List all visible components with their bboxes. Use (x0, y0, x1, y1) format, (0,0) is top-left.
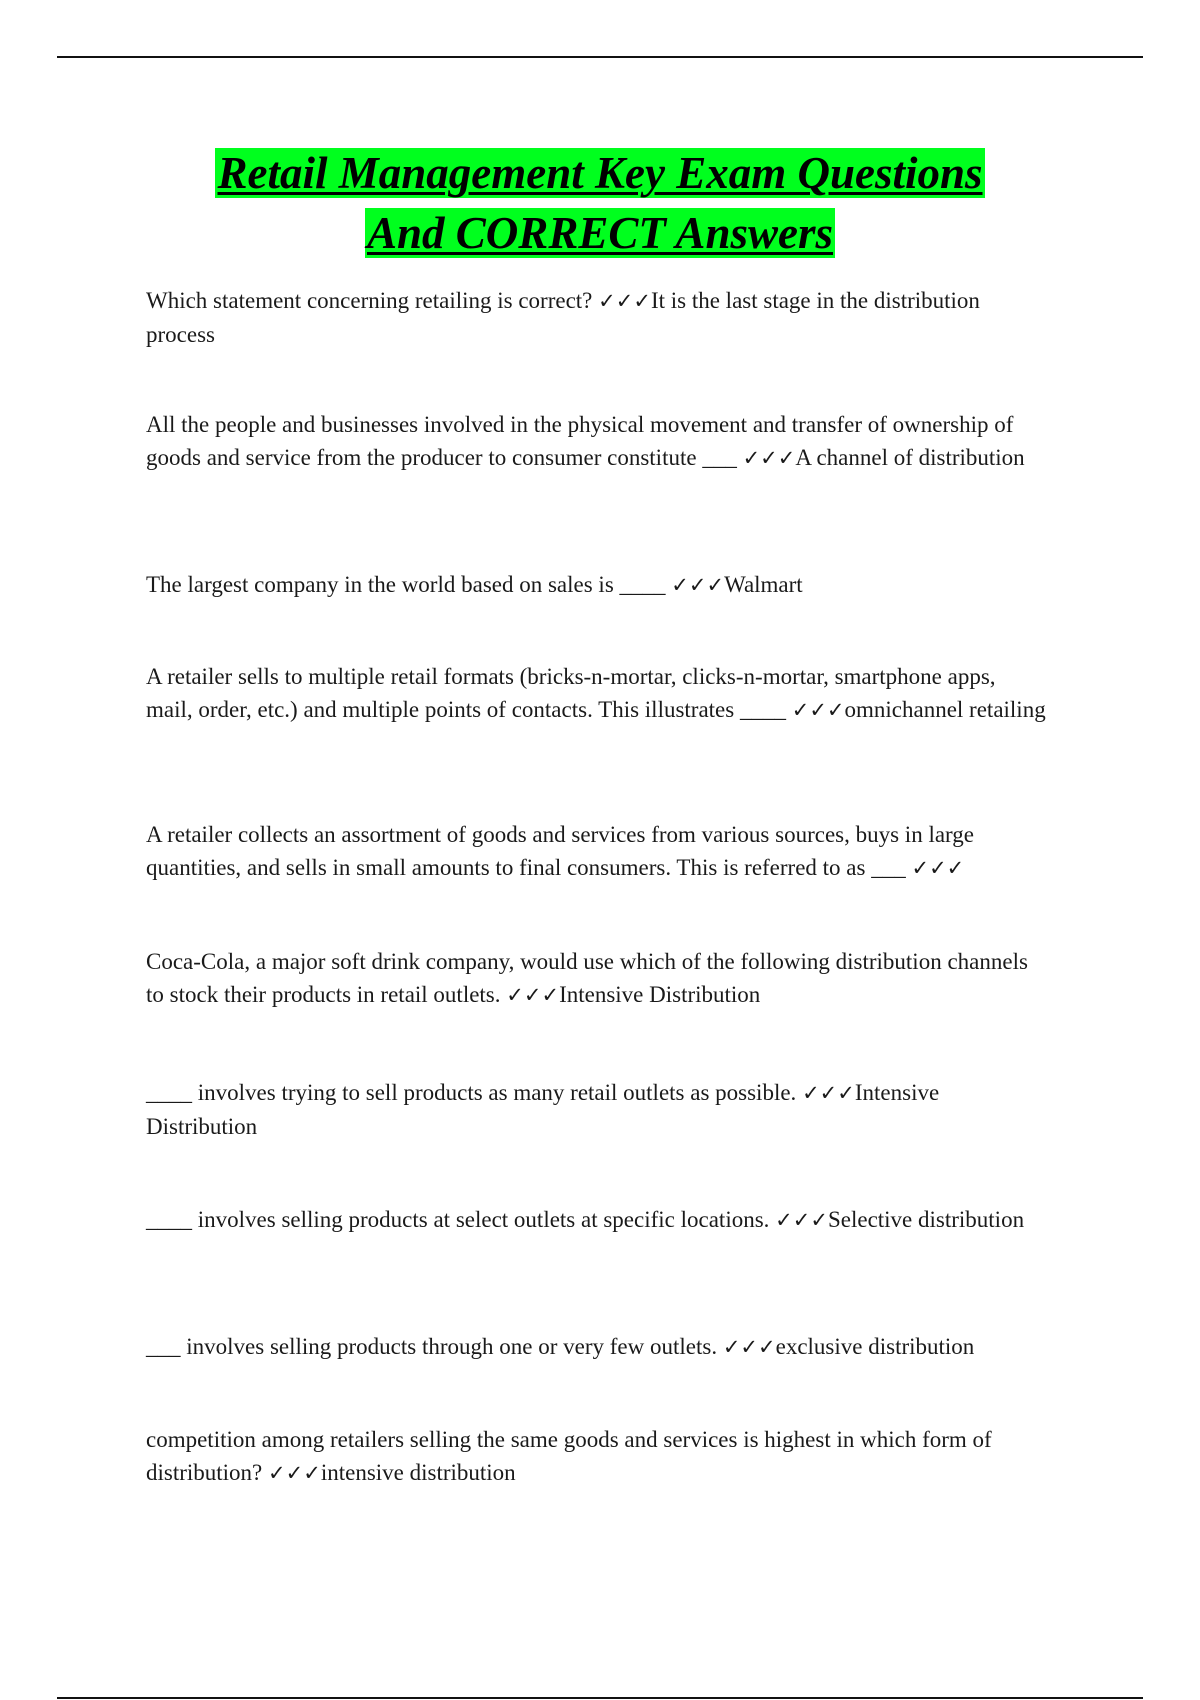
question-text: ____ involves selling products at select outlets at specific locations. (146, 1207, 776, 1232)
question-text: ____ involves trying to sell products as many retail outlets as possible. (146, 1080, 803, 1105)
answer-text: Intensive Distribution (146, 1080, 940, 1139)
answer-text: Intensive Distribution (559, 982, 761, 1007)
check-icon: ✓✓✓ (671, 573, 725, 597)
check-icon: ✓✓✓ (598, 289, 651, 313)
answer-text: It is the last stage in the distribution process (146, 288, 980, 347)
question-text: Which statement concerning retailing is correct? (146, 288, 599, 313)
header-rule (57, 56, 1143, 58)
question-text: The largest company in the world based on sales is ____ (146, 572, 672, 597)
answer-text: intensive distribution (320, 1460, 516, 1485)
check-icon: ✓✓✓ (742, 446, 796, 470)
qa-item-7 (146, 1076, 1046, 1143)
answer-text: Selective distribution (827, 1207, 1025, 1232)
check-icon: ✓✓✓ (722, 1335, 776, 1359)
qa-item-6 (146, 945, 1046, 1012)
document-title (0, 143, 1200, 263)
title-line-2: And CORRECT Answers (367, 208, 833, 258)
check-icon: ✓✓✓ (802, 1081, 855, 1105)
question-text: competition among retailers selling the same goods and services is highest in which form of distribution? (146, 1427, 992, 1485)
qa-item-8 (146, 1203, 1046, 1237)
qa-item-5 (146, 818, 1046, 885)
qa-item-4 (146, 660, 1046, 727)
answer-text: omnichannel retailing (844, 697, 1046, 722)
check-icon: ✓✓✓ (268, 1461, 321, 1485)
answer-text: Walmart (724, 572, 803, 597)
question-text: All the people and businesses involved in the physical movement and transfer of ownership of goods and service from the producer to consumer constitute ___ (146, 412, 1014, 470)
question-text: ___ involves selling products through one or very few outlets. (146, 1334, 723, 1359)
check-icon: ✓✓✓ (506, 983, 560, 1007)
check-icon: ✓✓✓ (791, 698, 845, 722)
answer-text: exclusive distribution (775, 1334, 975, 1359)
title-line-1: Retail Management Key Exam Questions (217, 148, 983, 198)
check-icon: ✓✓✓ (775, 1208, 828, 1232)
qa-item-9 (146, 1330, 1046, 1364)
qa-item-2 (146, 408, 1046, 475)
question-text: A retailer sells to multiple retail formats (bricks-n-mortar, clicks-n-mortar, smartphone apps, mail, order, etc.) and multiple points of contacts. This illustrates ____ (146, 664, 996, 722)
question-text: Coca-Cola, a major soft drink company, would use which of the following distribution channels to stock their products in retail outlets. (146, 949, 1028, 1007)
footer-rule (57, 1697, 1143, 1699)
check-icon: ✓✓✓ (911, 856, 965, 880)
question-text: A retailer collects an assortment of goods and services from various sources, buys in large quantities, and sells in small amounts to final consumers. This is referred to as ___ (146, 822, 974, 880)
qa-item-10 (146, 1423, 1046, 1490)
qa-item-3 (146, 568, 1046, 602)
qa-item-1 (146, 284, 1046, 351)
answer-text: A channel of distribution (795, 445, 1025, 470)
